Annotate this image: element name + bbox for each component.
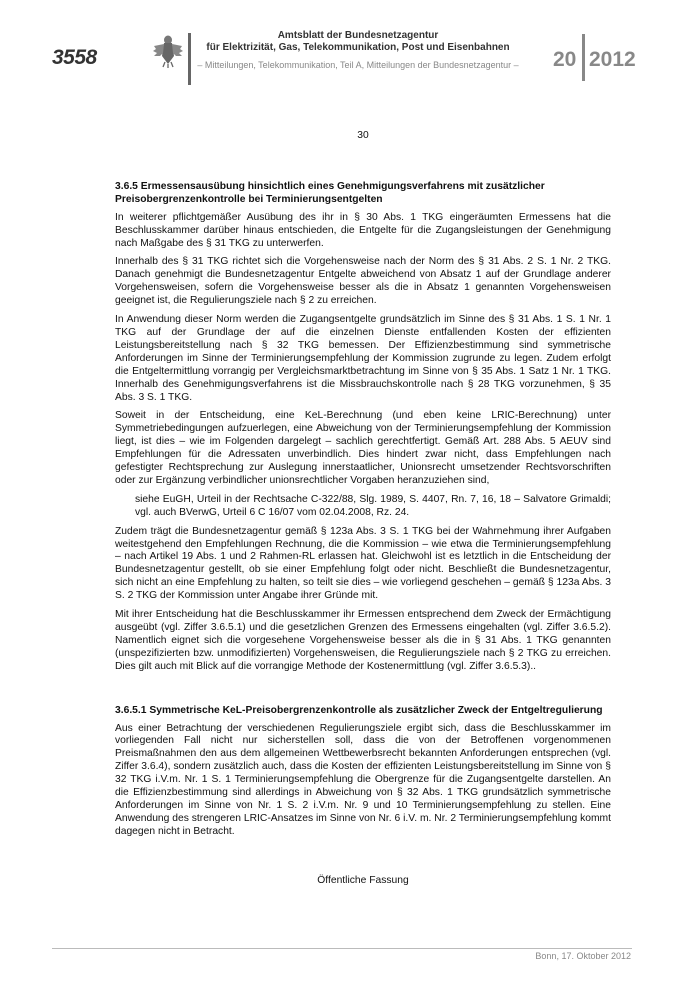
issue-divider [582, 34, 585, 81]
publication-title [190, 30, 526, 54]
paragraph-3: In Anwendung dieser Norm werden die Zugangsentgelte grundsätzlich im Sinne des § 31 Abs. 1 S. 1 Nr. 1 TKG auf der Grundlage der auf die einzelnen Dienste entfallenden Kosten der effizienten Leistungsbereitstellung nach § 32 TKG bemessen. Der Effizienzbestimmung sind symmetrische Anforderungen im Sinne der Terminierungsempfehlung der Kommission zugrunde zu legen. Zudem erfolgt die Entgeltermittlung vorrangig per Vergleichsmarktbetrachtung im Sinne von § 35 Abs. 1 Satz 1 Nr. 1 TKG. Innerhalb des Genehmigungsverfahrens ist die Missbrauchskontrolle nach § 28 TKG vorzunehmen, § 35 Abs. 3 S. 1 TKG. [115, 314, 611, 403]
paragraph-5: Zudem trägt die Bundesnetzagentur gemäß § 123a Abs. 3 S. 1 TKG bei der Wahrnehmung ihrer Aufgaben weitestgehend den Empfehlungen Rechnung, die die Kommission – wie etwa die Terminierungsempfehlung – nach Artikel 19 Abs. 1 und 2 Rahmen-RL erlassen hat. Gleichwohl ist es letztlich in die Entscheidung der Bundesnetzagentur gestellt, ob sie einer Empfehlung folgt oder nicht. Beschließt die Bundesnetzagentur, sich nicht an eine Empfehlung zu halten, so teilt sie dies – wie vorliegend geschehen – gemäß § 123a Abs. 3 S. 2 TKG der Kommission unter Angabe ihrer Gründe mit. [115, 525, 611, 602]
issue-number: 20 [553, 48, 577, 71]
paragraph-4: Soweit in der Entscheidung, eine KeL-Berechnung (und eben keine LRIC-Berechnung) unter Symmetriebedingungen aufzuerlegen, eine Abweichung von der Terminierungsempfehlung der Kommission liegt, ist dies – wie im Folgenden dargelegt – sachlich gerechtfertigt. Gemäß Art. 288 Abs. 5 AEUV sind Empfehlungen für die Adressaten unverbindlich. Dies hindert zwar nicht, dass Empfehlungen nach gefestigter Rechtsprechung zur Auslegung innerstaatlicher, Unionsrecht umsetzender Rechtsvorschriften oder zur Ergänzung verbindlicher unionsrechtlicher Vorgaben heranzuziehen sind, [115, 410, 611, 486]
document-body [115, 130, 611, 888]
citation: siehe EuGH, Urteil in der Rechtsache C-322/88, Slg. 1989, S. 4407, Rn. 7, 16, 18 – Salvatore Grimaldi; vgl. auch BVerwG, Urteil 6 C 16/07 vom 02.04.2008, Rz. 24. [135, 493, 611, 518]
issue-year: 2012 [589, 48, 636, 71]
section-heading-3-6-5: 3.6.5 Ermessensausübung hinsichtlich eines Genehmigungsverfahrens mit zusätzlicher Preisobergrenzenkontrolle bei Terminierungsentgelten [115, 180, 545, 205]
section-heading-3-6-5-1: 3.6.5.1 Symmetrische KeL-Preisobergrenzenkontrolle als zusätzlicher Zweck der Entgeltregulierung [115, 704, 603, 716]
paragraph-7: Aus einer Betrachtung der verschiedenen Regulierungsziele ergibt sich, dass die Beschlusskammer im vorliegenden Fall nicht nur sicherstellen soll, dass die von der Betroffenen vorgenommenen Preismaßnahmen den aus dem allgemeinen Wettbewerbsrecht bekannten Anforderungen entsprechen (vgl. Ziffer 3.6.4), sondern zusätzlich auch, dass die Kosten der effizienten Leistungsbereitstellung im Sinne von § 32 TKG i.V.m. Nr. 1 S. 1 Terminierungsempfehlung die Obergrenze für die Zugangsentgelte darstellen. An die Effizienzbestimmung sind allerdings in Abweichung von § 32 Abs. 1 TKG grundsätzlich symmetrische Anforderungen im Sinne von Nr. 1 S. 2 i.V.m. Nr. 9 und 10 Terminierungsempfehlung zu stellen. Eine Anwendung des strengeren LRIC-Ansatzes im Sinne von Nr. 6 i.V. m. Nr. 2 Terminierungsempfehlung kommt dagegen nicht in Betracht. [115, 722, 611, 837]
publication-subtitle: – Mitteilungen, Telekommunikation, Teil A, Mitteilungen der Bundesnetzagentur – [197, 60, 519, 70]
publication-title-line1: Amtsblatt der Bundesnetzagentur [277, 30, 439, 41]
footer-date: Bonn, 17. Oktober 2012 [535, 951, 631, 961]
paragraph-2: Innerhalb des § 31 TKG richtet sich die Vorgehensweise nach der Norm des § 31 Abs. 2 S. 1 Nr. 2 TKG. Danach genehmigt die Bundesnetzagentur Entgelte abweichend von Absatz 1 auf der Grundlage anderer Vorgehensweisen, sofern die Vorgehensweise besser als die in Absatz 1 genannten Vorgehensweisen geeignet ist, die Regulierungsziele nach § 2 zu erreichen. [115, 256, 611, 307]
public-version-label: Öffentliche Fassung [317, 874, 409, 886]
section-gap [115, 680, 611, 705]
paragraph-6: Mit ihrer Entscheidung hat die Beschlusskammer ihr Ermessen entsprechend dem Zweck der Ermächtigung ausgeübt (vgl. Ziffer 3.6.5.1) und die gesetzlichen Grenzen des Ermessens eingehalten (vgl. Ziffer 3.6.5.2). Namentlich eignet sich die vorgesehene Vorgehensweise besser als die in § 31 Abs. 1 TKG genannten (unspezifizierten bzw. unmodifizierten) Vorgehensweisen, die Regulierungsziele nach § 2 TKG zu erreichen. Dies gilt auch mit Blick auf die vorrangige Methode der Kostenermittlung (vgl. Ziffer 3.6.5.3).. [115, 609, 611, 672]
publication-title-line2: für Elektrizität, Gas, Telekommunikation, Post und Eisenbahnen [206, 42, 510, 53]
footer-rule [52, 948, 632, 949]
inner-page-number: 30 [357, 130, 369, 141]
federal-eagle-icon [152, 34, 184, 68]
paragraph-1: In weiterer pflichtgemäßer Ausübung des ihr in § 30 Abs. 1 TKG eingeräumten Ermessens hat die Beschlusskammer darüber hinaus entschieden, die Entgelte für die Zugangsleistungen der Genehmigung nach Maßgabe des § 31 TKG zu unterwerfen. [115, 211, 611, 249]
page-number: 3558 [52, 46, 97, 69]
